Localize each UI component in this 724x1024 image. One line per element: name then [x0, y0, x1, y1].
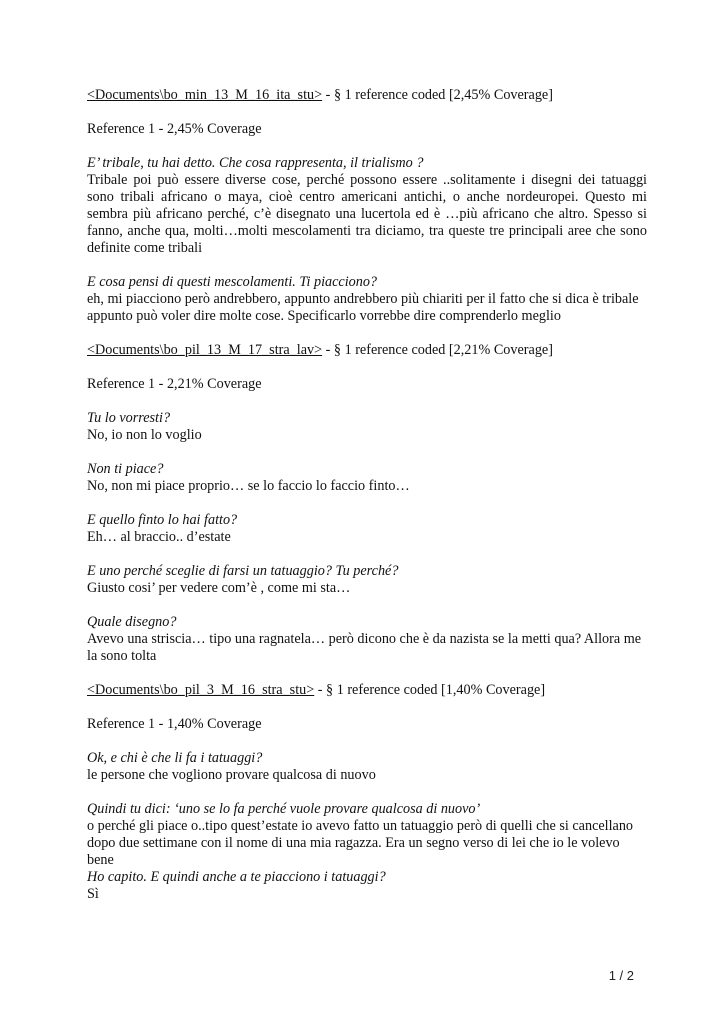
answer: o perché gli piace o..tipo quest’estate io avevo fatto un tatuaggio però di quelli che si cancellano dopo due settimane con il nome di una mia ragazza. Era un segno verso di lei che io le volevo bene — [87, 818, 634, 868]
question: Quale disegno? — [87, 614, 177, 630]
answer: No, non mi piace proprio… se lo faccio lo faccio finto… — [87, 478, 410, 494]
source-coverage: - § 1 reference coded [1,40% Coverage] — [314, 682, 546, 698]
answer: Giusto cosi’ per vedere com’è , come mi sta… — [87, 580, 351, 596]
reference-label: Reference 1 - 2,45% Coverage — [87, 121, 262, 137]
source-header-2 — [87, 342, 647, 359]
answer: No, io non lo voglio — [87, 427, 202, 443]
source-link[interactable]: <Documents\bo_pil_13_M_17_stra_lav> — [87, 342, 323, 358]
source-link[interactable]: <Documents\bo_pil_3_M_16_stra_stu> — [87, 682, 315, 698]
page-number: 1 / 2 — [608, 968, 634, 983]
answer: Sì — [87, 886, 99, 902]
question: Quindi tu dici: ‘uno se lo fa perché vuole provare qualcosa di nuovo’ — [87, 801, 481, 817]
source-coverage: - § 1 reference coded [2,21% Coverage] — [322, 342, 553, 358]
answer: le persone che vogliono provare qualcosa di nuovo — [87, 767, 376, 783]
answer: eh, mi piacciono però andrebbero, appunto andrebbero più chiariti per il fatto che si dica è tribale appunto può voler dire molte cose. Specificarlo vorrebbe dire comprenderlo meglio — [87, 291, 639, 324]
question: E’ tribale, tu hai detto. Che cosa rappresenta, il trialismo ? — [87, 155, 424, 171]
question: E cosa pensi di questi mescolamenti. Ti piacciono? — [87, 274, 378, 290]
source-coverage: - § 1 reference coded [2,45% Coverage] — [322, 87, 553, 103]
reference-label: Reference 1 - 2,21% Coverage — [87, 376, 262, 392]
question: Non ti piace? — [87, 461, 164, 477]
question: Ho capito. E quindi anche a te piacciono i tatuaggi? — [87, 869, 386, 885]
answer: Eh… al braccio.. d’estate — [87, 529, 231, 545]
document-page — [87, 87, 647, 903]
answer: Tribale poi può essere diverse cose, perché possono essere ..solitamente i disegni dei tatuaggi sono tribali africano o maya, cioè centro americani antichi, o anche nordeuropei. Questo mi sembra più africano perché, c’è disegnato una lucertola ed è …più africano che altro. Spesso si fanno, anche qua, molti…molti mescolamenti tra diciamo, tra queste tre principali aree che sono definite come tribali — [87, 172, 647, 256]
answer: Avevo una striscia… tipo una ragnatela… però dicono che è da nazista se la metti qua? Allora me la sono tolta — [87, 631, 642, 664]
source-link[interactable]: <Documents\bo_min_13_M_16_ita_stu> — [87, 87, 323, 103]
source-header-1 — [87, 87, 647, 104]
question: E uno perché sceglie di farsi un tatuaggio? Tu perché? — [87, 563, 399, 579]
question: Tu lo vorresti? — [87, 410, 171, 426]
reference-label: Reference 1 - 1,40% Coverage — [87, 716, 262, 732]
source-header-3 — [87, 682, 647, 699]
question: Ok, e chi è che li fa i tatuaggi? — [87, 750, 263, 766]
question: E quello finto lo hai fatto? — [87, 512, 238, 528]
